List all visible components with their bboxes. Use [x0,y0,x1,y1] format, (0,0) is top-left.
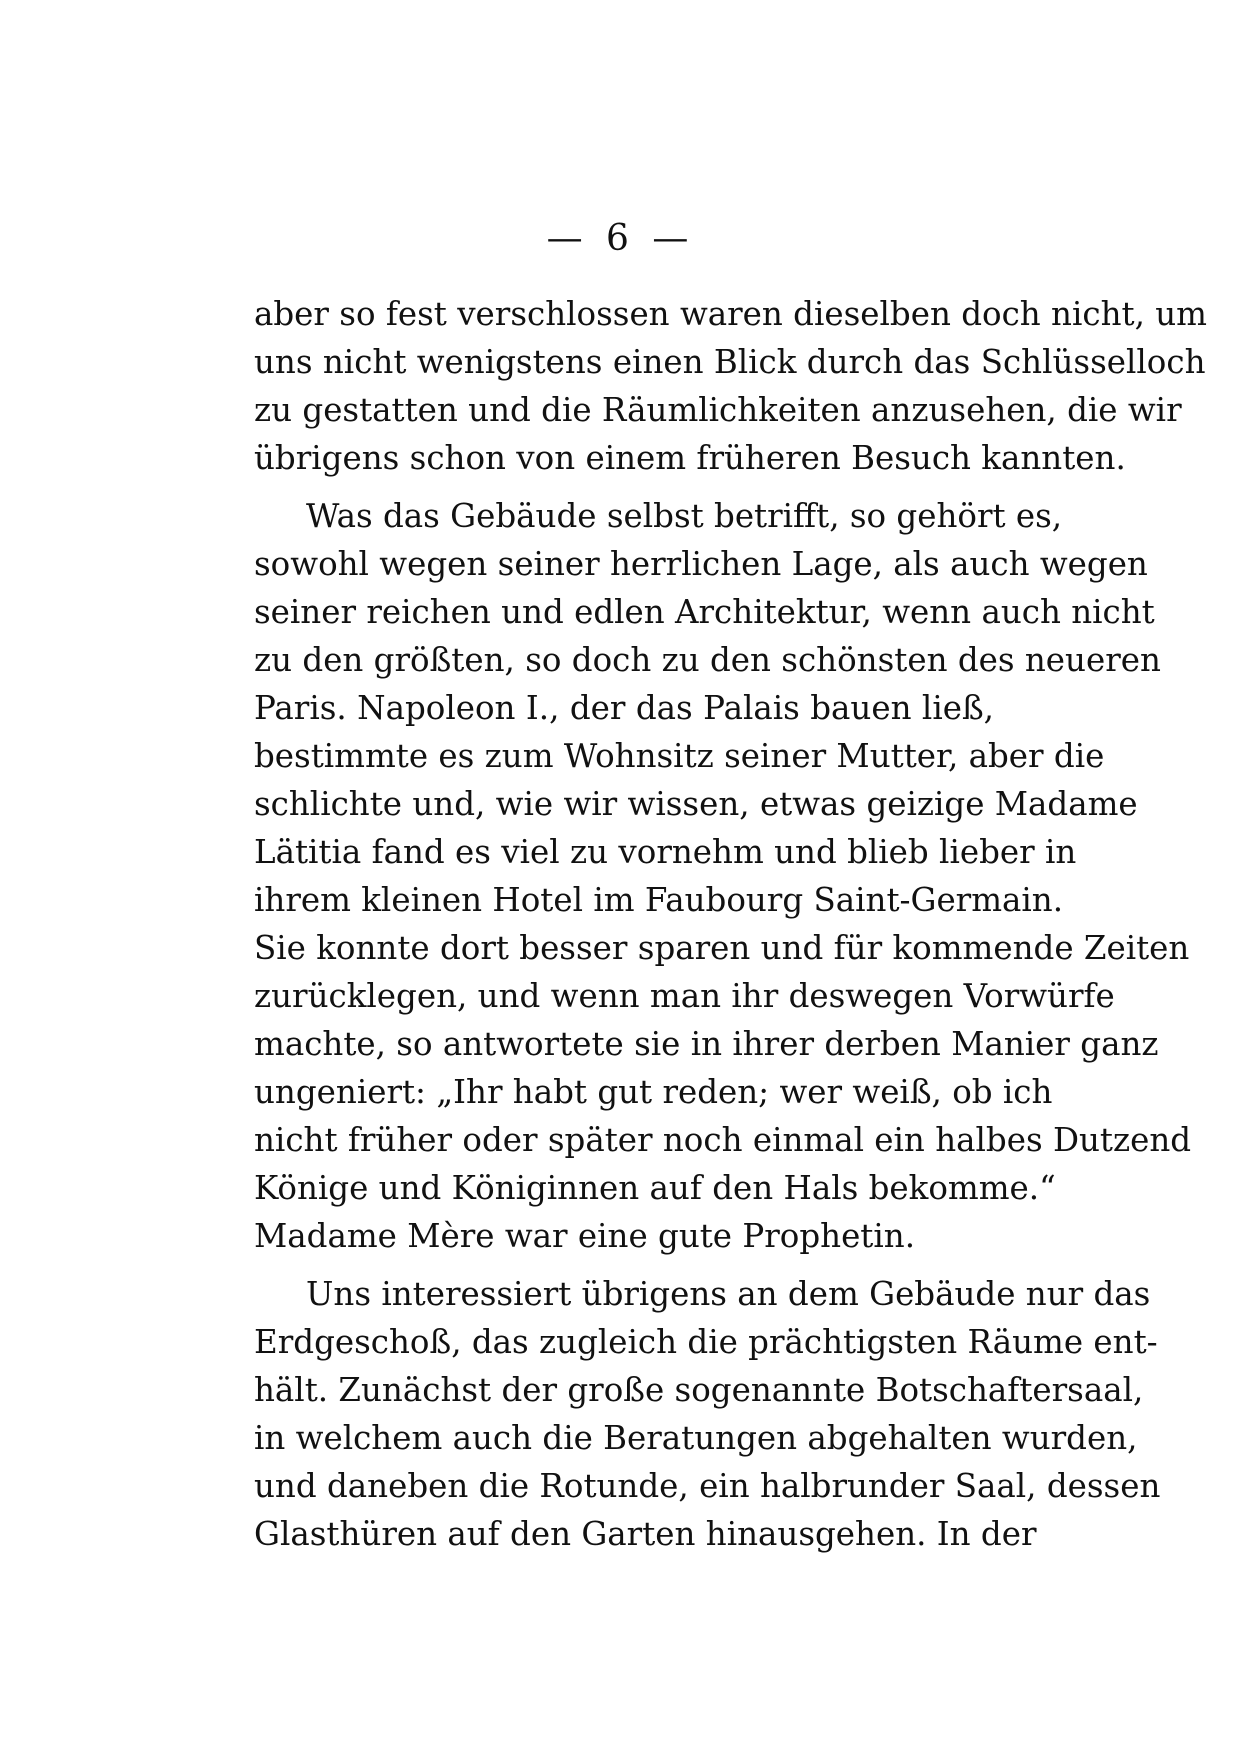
page-number: — 6 — [546,218,695,259]
text-line: zurücklegen, und wenn man ihr deswegen Vorwürfe [254,977,1115,1015]
text-line: schlichte und, wie wir wissen, etwas geizige Madame [254,785,1138,823]
text-line: machte, so antwortete sie in ihrer derben Manier ganz [254,1025,1159,1063]
text-line: ihrem kleinen Hotel im Faubourg Saint-Germain. [254,881,1064,919]
text-line: bestimmte es zum Wohnsitz seiner Mutter, aber die [254,737,1105,775]
text-line: sowohl wegen seiner herrlichen Lage, als auch wegen [254,545,1148,583]
text-line: Erdgeschoß, das zugleich die prächtigsten Räume ent- [254,1323,1158,1361]
text-line: ungeniert: „Ihr habt gut reden; wer weiß, ob ich [254,1073,1053,1111]
body-text [254,290,1207,1558]
text-line: hält. Zunächst der große sogenannte Botschaftersaal, [254,1371,1144,1409]
text-line: Was das Gebäude selbst betrifft, so gehört es, [306,497,1063,535]
text-line: übrigens schon von einem früheren Besuch kannten. [254,439,1126,477]
text-line: Sie konnte dort besser sparen und für kommende Zeiten [254,929,1190,967]
text-line: zu den größten, so doch zu den schönsten des neueren [254,641,1161,679]
text-line: Uns interessiert übrigens an dem Gebäude nur das [306,1275,1151,1313]
paragraph [254,290,1207,482]
text-line: zu gestatten und die Räumlichkeiten anzusehen, die wir [254,391,1182,429]
text-line: Glasthüren auf den Garten hinausgehen. In der [254,1515,1037,1553]
text-line: Lätitia fand es viel zu vornehm und blieb lieber in [254,833,1077,871]
paragraph [254,492,1192,1260]
text-line: aber so fest verschlossen waren dieselben doch nicht, um [254,295,1207,333]
text-line: uns nicht wenigstens einen Blick durch das Schlüsselloch [254,343,1206,381]
text-line: Madame Mère war eine gute Prophetin. [254,1217,916,1255]
text-line: Paris. Napoleon I., der das Palais bauen ließ, [254,689,994,727]
text-line: und daneben die Rotunde, ein halbrunder Saal, dessen [254,1467,1161,1505]
text-line: seiner reichen und edlen Architektur, wenn auch nicht [254,593,1155,631]
text-line: in welchem auch die Beratungen abgehalten wurden, [254,1419,1138,1457]
text-line: nicht früher oder später noch einmal ein halbes Dutzend [254,1121,1192,1159]
paragraph [254,1270,1161,1558]
text-line: Könige und Königinnen auf den Hals bekomme.“ [254,1169,1056,1207]
